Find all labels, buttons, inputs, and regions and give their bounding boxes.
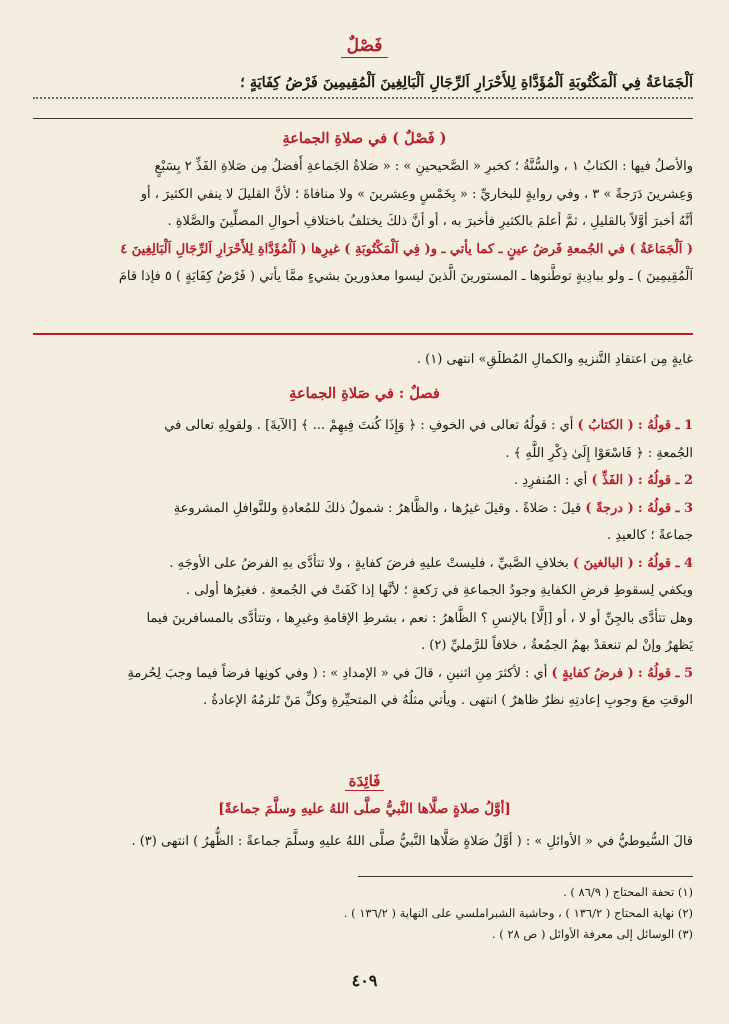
note-4-cont: يَظهرُ وإنْ لم تنعقدْ بهمُ الجمُعةُ ، خلافاً للرَّمليِّ (٢) . <box>421 638 693 653</box>
commentary-block <box>33 153 693 291</box>
faida-text: قالَ السُّيوطيُّ في « الأوائلِ » : ( أوَّلُ صَلاةٍ صَلَّاها النَّبيُّ صلَّى اللهُ عليهِ وسلَّمَ جماعةً : الظُّهرُ ) انتهى (٣) . <box>131 834 693 849</box>
footnote-rule <box>358 876 693 877</box>
commentary-line: والأصلُ فيها : الكتابُ ١ ، والسُّنَّةُ ؛ كخبرِ « الصَّحيحينِ » : « صَلاةُ الجَماعةِ أَفضلُ مِن صَلاةِ الفَذِّ ٢ بِسَبْعٍ <box>154 159 693 174</box>
matn-text: اَلْجَمَاعَةُ فِي اَلْمَكْتُوبَةِ اَلْمُؤَدَّاةِ لِلأَحْرَارِ اَلرِّجَالِ اَلْبَالِغِينَ اَلْمُقِيمِينَ فَرْضُ كِفَايَةٍ ؛ <box>240 74 693 91</box>
commentary-line: أنَّهُ أخبرَ أوَّلاً بالقليلِ ، ثمَّ أعلمَ بالكثيرِ فأخبرَ به ، أو أنَّ ذلكَ يختلفُ باختلافِ أحوالِ المصلِّينَ والصَّلاةِ . <box>167 214 693 229</box>
commentary-line: وَعِشرينَ دَرَجةً » ٣ ، وفي روايةٍ للبخاريِّ : « بِخَمْسٍ وعِشرينَ » ولا منافاةَ ؛ لأنَّ القليلَ لا ينفي الكثيرَ ، أو <box>140 186 693 202</box>
commentary-title: ( فَصْلٌ ) في صلاةِ الجماعةِ <box>282 130 447 147</box>
hashiya-title: فصلٌ : في صَلاةِ الجماعةِ <box>289 385 440 402</box>
red-separator <box>33 333 693 335</box>
note-4-cont: ويكفي لِسقوطِ فرضِ الكفايةِ وجودُ الجماعةِ في رَكعةٍ ؛ لأنَّها إذا كَفَتْ في الجُمعةِ . فغيرُها أولى . <box>185 583 693 598</box>
note-4-cont: وهل تتأدَّى بالجِنِّ أو لا ، أو [إلَّا] بالإنسِ ؟ الظَّاهرُ : نعم ، بشرطِ الإقامةِ وغيرِها ، وتتأدَّى بالمسافرينَ فيما <box>146 610 693 626</box>
footnote: (٢) نهاية المحتاج ( ١٣٦/٢ ) ، وحاشية الشبراملسي على النهاية ( ١٣٦/٢ ) . <box>343 906 693 920</box>
note-4: 4 ـ قولُهُ : ( البالغينَ ) بخلافِ الصَّبيِّ ، فليستْ عليهِ فرضَ كفايةٍ ، ولا تتأدَّى بهِ الفرضُ على الأوجَهِ . <box>169 555 693 571</box>
hashiya-notes <box>33 412 693 715</box>
note-3-cont: جماعةً ؛ كالعيدِ . <box>606 528 693 543</box>
dotted-separator <box>33 97 693 99</box>
note-3: 3 ـ قولُهُ : ( درجةً ) قيلَ : صَلاةً . وقيلَ غيرُها ، والظَّاهرُ : شمولُ ذلكَ للمُعادةِ وللنَّوافلِ المشروعةِ <box>173 500 693 516</box>
carry-over-line: غايةٍ مِن اعتقادِ التَّنزيهِ والكمالِ المُطلَقِ» انتهى (١) . <box>416 352 693 367</box>
note-2: 2 ـ قولُهُ : ( الفَذِّ ) أي : المُنفرِدِ . <box>514 473 693 488</box>
note-5-cont: الوقتِ معَ وجوبِ إعادتِهِ نظرٌ ظاهرٌ ) انتهى . ويأتي مثلُهُ في المتحيِّرةِ وكلِّ مَنْ تَلزمُهُ الإعادةُ . <box>203 693 693 708</box>
footnotes <box>33 882 693 945</box>
page-number: ٤٠٩ <box>351 971 378 990</box>
chapter-heading: فَصْلٌ <box>0 36 729 56</box>
commentary-line: اَلْمُقِيمِينَ ) ـ ولو ببادِيةٍ توطَّنوها ـ المستورينَ الَّذينَ ليسوا معذورينَ بشيءٍ ممَّا يأتي ( فَرْضُ كِفَايَةٍ ) ٥ فإذا قامَ <box>118 269 693 284</box>
footnote: (١) تحفة المحتاج ( ٨٦/٩ ) . <box>563 885 693 899</box>
note-1-cont: الجُمعةِ : ﴿ فَاسْعَوْا إِلَىٰ ذِكْرِ اللَّهِ ﴾ . <box>505 445 693 461</box>
commentary-line: ( اَلْجَمَاعَةُ ) في الجُمعةِ فَرضُ عينٍ ـ كما يأتي ـ و( فِي اَلْمَكْتُوبَةِ ) غيرِها ( اَلْمُؤَدَّاةِ لِلأَحْرَارِ اَلرِّجَالِ اَلْبَالِغِينَ ٤ <box>120 241 693 257</box>
note-1: 1 ـ قولُهُ : ( الكتابُ ) أي : قولُهُ تعالى في الخوفِ : ﴿ وَإِذَا كُنتَ فِيهِمْ ... ﴾ [الآيةَ] . ولقولِهِ تعالى في <box>164 418 693 433</box>
separator-rule <box>33 118 693 119</box>
faida-box-title: [أوَّلُ صلاةٍ صلَّاها النَّبيُّ صلَّى اللهُ عليهِ وسلَّمَ جماعةً] <box>218 801 511 817</box>
faida-heading: فَائِدَة <box>0 772 729 790</box>
note-5: 5 ـ قولُهُ : ( فرضُ كفايةٍ ) أي : لأكثرَ مِنِ اثنينِ ، قالَ في « الإمدادِ » : ( وفي كونِها فرضاً فيما وجبَ لِحُرمةِ <box>127 665 693 681</box>
footnote: (٣) الوسائل إلى معرفة الأوائل ( ص ٢٨ ) . <box>491 927 693 941</box>
